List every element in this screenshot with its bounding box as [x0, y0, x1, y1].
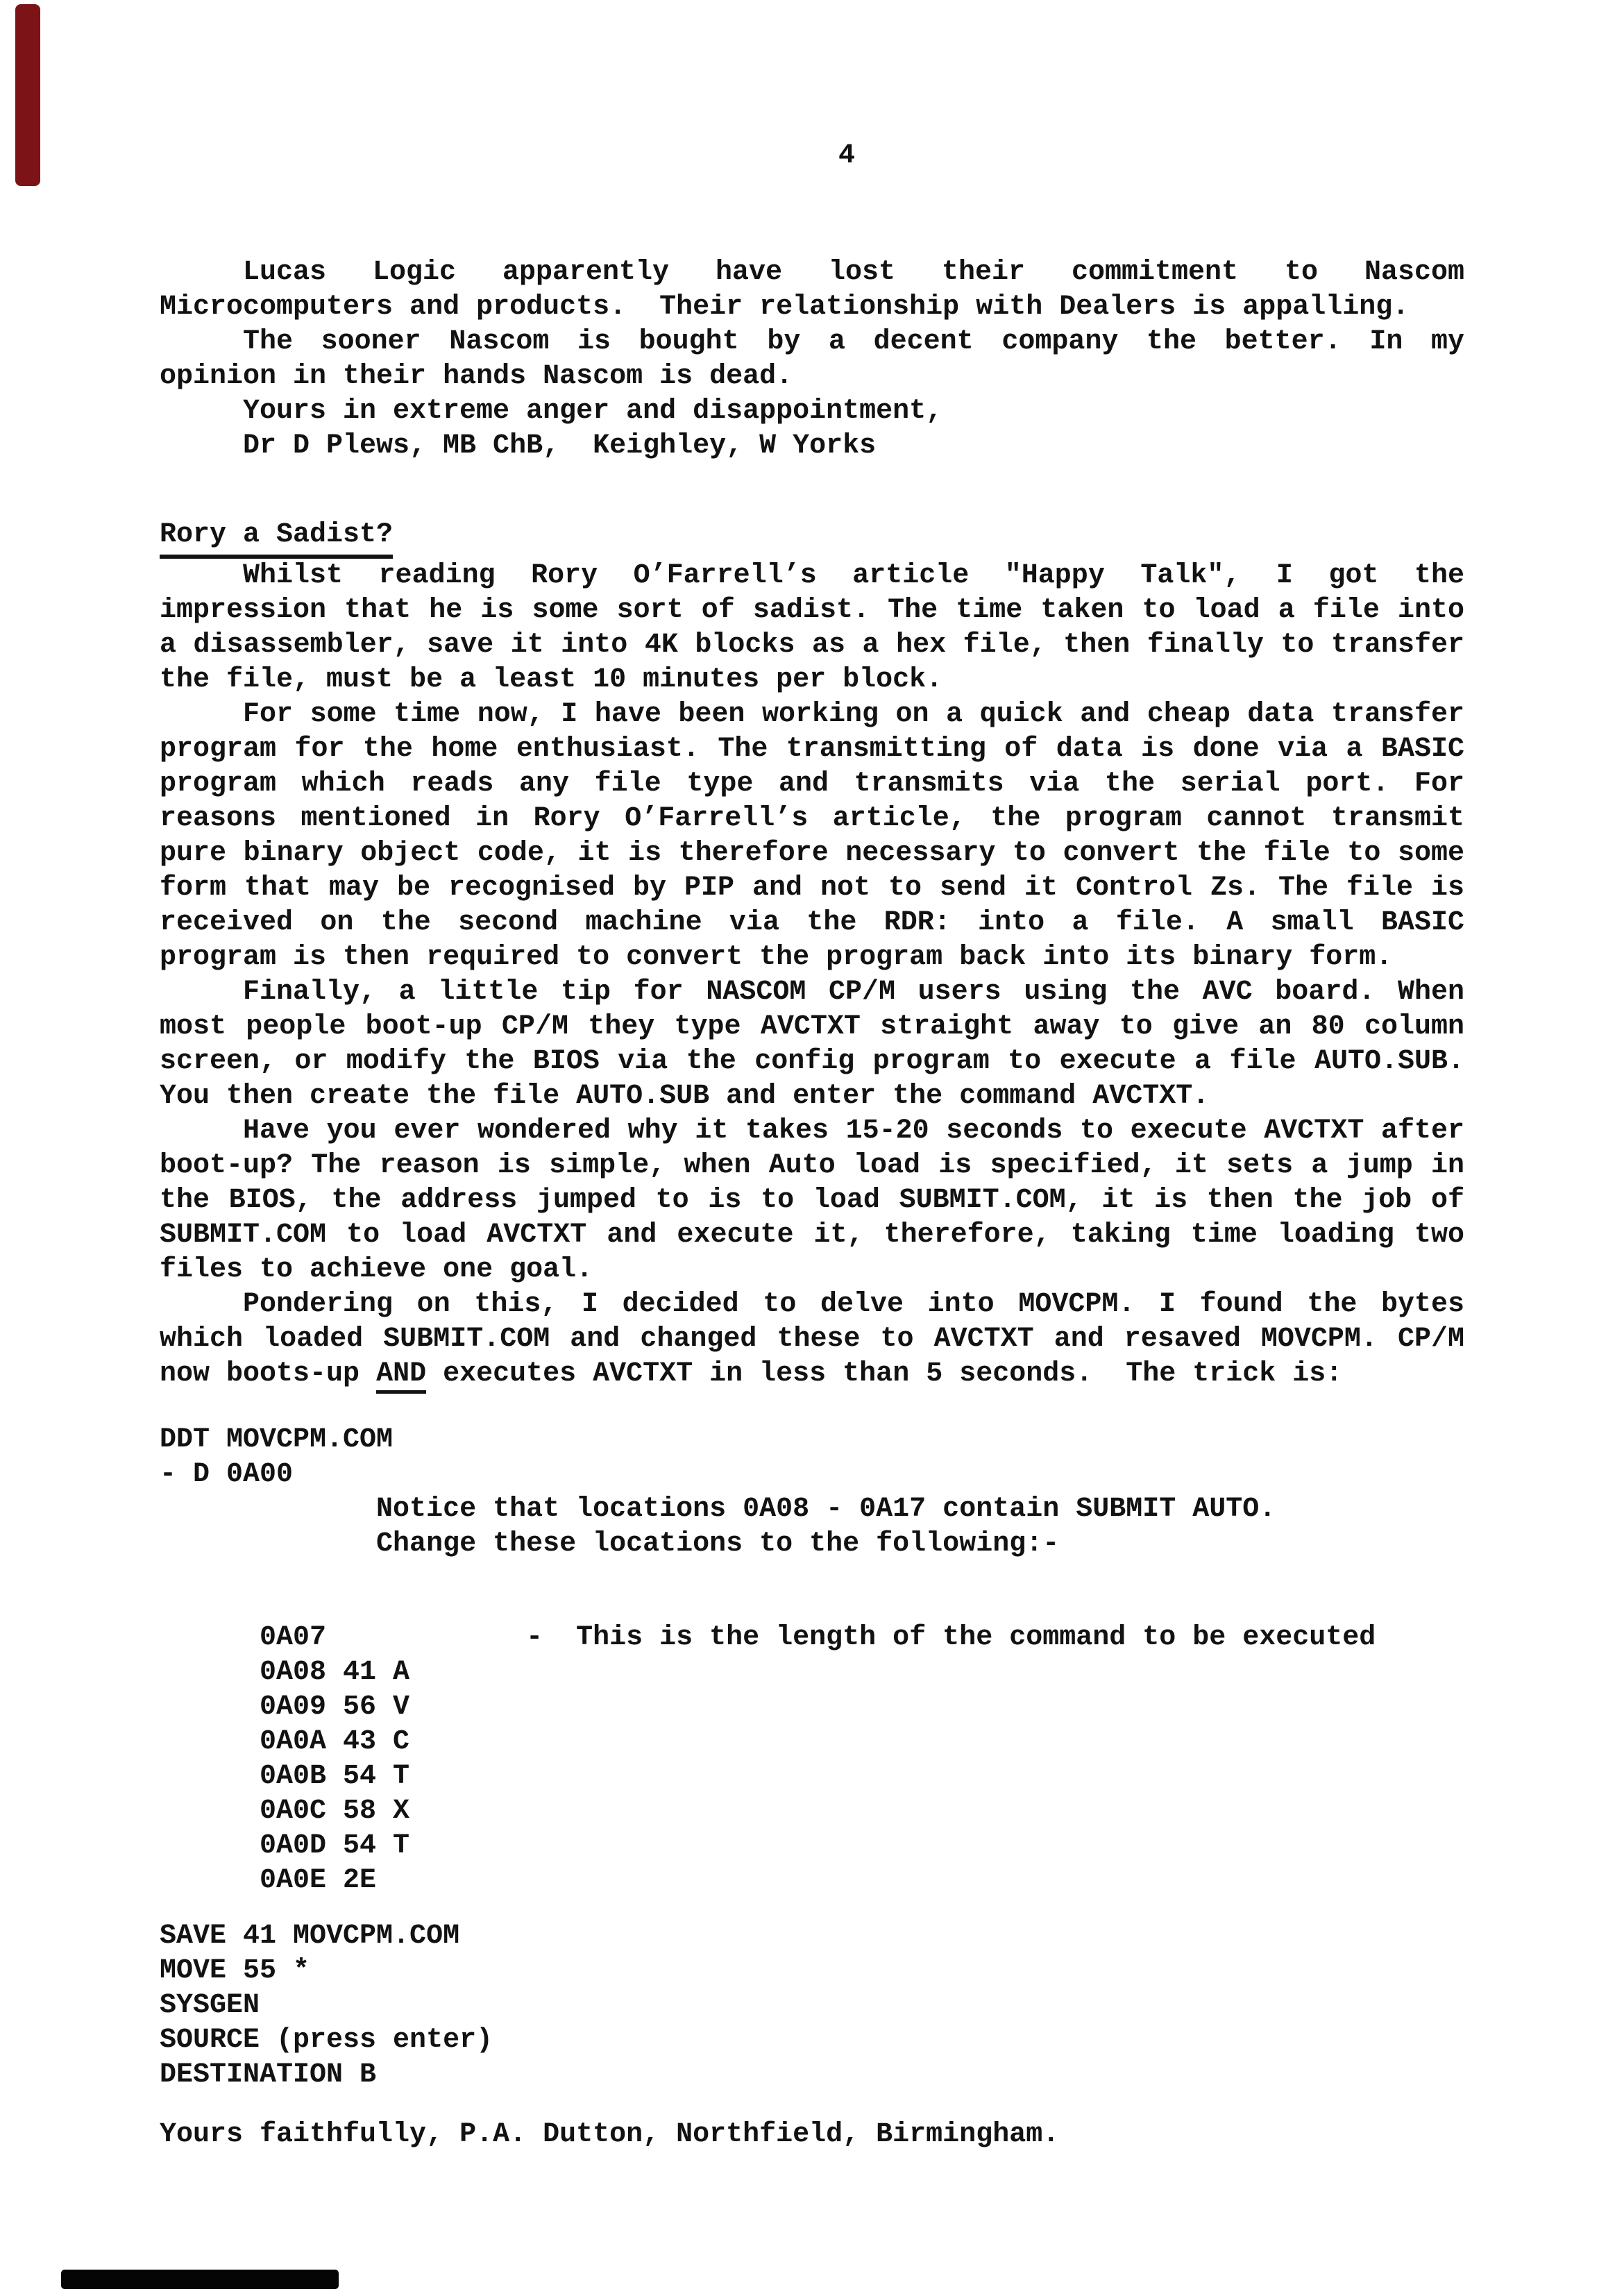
closing-signature-line: [160, 2118, 1464, 2152]
page-number: 4: [838, 140, 855, 171]
text-line: For some time now, I have been working on a quick and cheap data transfer: [243, 699, 1464, 730]
letter-plews: [160, 255, 1464, 464]
text-segment: executes AVCTXT in less than 5 seconds. The trick is:: [426, 1358, 1343, 1390]
text-line: files to achieve one goal.: [160, 1254, 593, 1285]
text-line: [160, 1357, 1464, 1392]
text-line: Yours in extreme anger and disappointment,: [243, 396, 943, 427]
hex-location-listing: [160, 1621, 1464, 1898]
text-line: Change these locations to the following:-: [160, 1528, 1060, 1560]
text-line: 0A0D 54 T: [160, 1830, 410, 1862]
text-line: 0A0A 43 C: [160, 1726, 410, 1757]
text-line: screen, or modify the BIOS via the config program to execute a file AUTO.SUB.: [160, 1046, 1464, 1077]
text-line: the BIOS, the address jumped to is to load SUBMIT.COM, it is then the job of: [160, 1185, 1464, 1216]
text-line: 0A08 41 A: [160, 1657, 410, 1688]
scan-artifact-black-bar: [61, 2270, 339, 2289]
text-line: Dr D Plews, MB ChB, Keighley, W Yorks: [243, 430, 877, 462]
text-line: SAVE 41 MOVCPM.COM: [160, 1921, 460, 1952]
text-line: You then create the file AUTO.SUB and enter the command AVCTXT.: [160, 1081, 1210, 1112]
text-line: MOVE 55 *: [160, 1955, 310, 1986]
scan-artifact-red-bar: [15, 4, 40, 186]
text-line: SYSGEN: [160, 1990, 260, 2021]
letter-dutton-body: [160, 559, 1464, 1392]
page-content: [160, 255, 1464, 2152]
text-line: Pondering on this, I decided to delve into MOVCPM. I found the bytes: [243, 1289, 1464, 1320]
text-line: program for the home enthusiast. The transmitting of data is done via a BASIC: [160, 734, 1464, 765]
text-line: form that may be recognised by PIP and not to send it Control Zs. The file is: [160, 872, 1464, 904]
text-line: 0A0E 2E: [160, 1865, 377, 1896]
text-line: 0A0C 58 X: [160, 1796, 410, 1827]
text-line: SUBMIT.COM to load AVCTXT and execute it, therefore, taking time loading two: [160, 1219, 1464, 1251]
text-line: SOURCE (press enter): [160, 2025, 493, 2056]
text-line: - D 0A00: [160, 1459, 294, 1490]
text-line: impression that he is some sort of sadist. The time taken to load a file into: [160, 595, 1464, 626]
text-line: The sooner Nascom is bought by a decent company the better. In my: [243, 326, 1464, 357]
text-line: the file, must be a least 10 minutes per block.: [160, 664, 943, 695]
text-line: reasons mentioned in Rory O’Farrell’s article, the program cannot transmit: [160, 803, 1464, 834]
text-line: Notice that locations 0A08 - 0A17 contain SUBMIT AUTO.: [160, 1494, 1276, 1525]
text-segment: now boots-up: [160, 1358, 377, 1390]
section-heading: Rory a Sadist?: [160, 518, 393, 559]
text-line: program which reads any file type and transmits via the serial port. For: [160, 768, 1464, 800]
text-line: which loaded SUBMIT.COM and changed these to AVCTXT and resaved MOVCPM. CP/M: [160, 1324, 1464, 1355]
text-line: opinion in their hands Nascom is dead.: [160, 361, 793, 392]
text-line: 0A09 56 V: [160, 1691, 410, 1723]
command-listing: [160, 1919, 1464, 2093]
text-line: Whilst reading Rory O’Farrell’s article "Happy Talk", I got the: [243, 560, 1464, 591]
text-line: DDT MOVCPM.COM: [160, 1424, 394, 1455]
text-line: Yours faithfully, P.A. Dutton, Northfield, Birmingham.: [160, 2119, 1060, 2150]
text-line: Have you ever wondered why it takes 15-20 seconds to execute AVCTXT after: [243, 1115, 1464, 1147]
code-listing-intro: [160, 1423, 1464, 1562]
text-line: Lucas Logic apparently have lost their commitment to Nascom: [243, 257, 1464, 288]
text-line: 0A0B 54 T: [160, 1761, 410, 1792]
text-line: boot-up? The reason is simple, when Auto load is specified, it sets a jump in: [160, 1150, 1464, 1181]
text-line: a disassembler, save it into 4K blocks as a hex file, then finally to transfer: [160, 630, 1464, 661]
underlined-word: AND: [376, 1358, 426, 1394]
text-line: Finally, a little tip for NASCOM CP/M users using the AVC board. When: [243, 977, 1464, 1008]
text-line: pure binary object code, it is therefore necessary to convert the file to some: [160, 838, 1464, 869]
text-line: most people boot-up CP/M they type AVCTXT straight away to give an 80 column: [160, 1011, 1464, 1043]
text-line: received on the second machine via the RDR: into a file. A small BASIC: [160, 907, 1464, 938]
text-line: Microcomputers and products. Their relationship with Dealers is appalling.: [160, 292, 1410, 323]
text-line: DESTINATION B: [160, 2059, 377, 2091]
text-line: 0A07 - This is the length of the command to be executed: [160, 1622, 1376, 1653]
text-line: program is then required to convert the program back into its binary form.: [160, 942, 1393, 973]
